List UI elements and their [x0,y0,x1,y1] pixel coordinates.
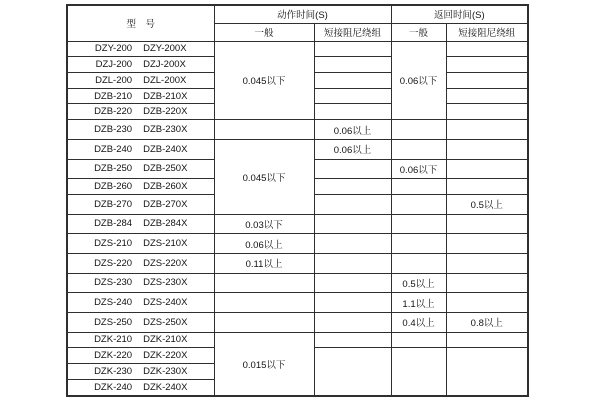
return-short-cell [446,332,528,348]
return-general-cell: 0.4以上 [391,312,446,332]
model-name: DZK-240 [94,381,133,393]
model-cell [67,312,214,332]
return-short-cell [446,348,528,396]
table-row [67,312,528,332]
model-name: DZK-220X [143,350,188,362]
model-cell [67,194,214,214]
action-general-header: 一般 [214,23,314,41]
return-general-cell [391,194,446,214]
model-name: DZB-260 [94,181,133,193]
table-row [67,214,528,234]
table-row [67,273,528,293]
table-row [67,253,528,273]
table-body [67,41,528,396]
return-general-cell [391,120,446,140]
return-general-cell [391,139,446,159]
return-short-cell [446,293,528,313]
model-name: DZB-210 [94,90,133,102]
model-name: DZS-250X [143,316,188,328]
model-name: DZK-230 [94,365,133,377]
model-name: DZB-250X [143,163,188,175]
model-cell [67,41,214,57]
model-name: DZS-220X [143,257,188,269]
return-short-cell: 0.5以上 [446,194,528,214]
model-name: DZK-210X [143,334,188,346]
return-general-cell [391,348,446,396]
action-short-cell: 0.06以上 [314,120,391,140]
model-name: DZB-240 [94,143,133,155]
return-general-cell [391,253,446,273]
return-short-damping-header: 短接阻尼绕组 [446,23,528,41]
model-name: DZB-220X [143,106,188,118]
action-general-cell: 0.045以下 [214,41,314,120]
action-short-cell [314,41,391,57]
action-short-cell [314,214,391,234]
return-short-cell [446,159,528,179]
action-short-cell [314,332,391,348]
model-name: DZL-200 [95,74,133,86]
model-name: DZJ-200 [95,59,133,71]
action-general-cell: 0.045以下 [214,139,314,214]
header-row-1 [67,5,528,23]
model-name: DZY-200 [94,43,133,55]
action-general-cell: 0.015以下 [214,332,314,396]
model-cell [67,120,214,140]
model-cell [67,332,214,348]
model-name: DZB-270X [143,198,188,210]
return-general-cell: 0.06以下 [391,41,446,120]
model-name: DZS-230 [94,277,133,289]
action-general-cell [214,312,314,332]
return-short-cell [446,120,528,140]
action-short-cell [314,293,391,313]
table-row [67,41,528,57]
return-short-cell [446,88,528,104]
return-short-cell [446,179,528,195]
model-name: DZB-210X [143,90,188,102]
return-general-cell [391,234,446,254]
model-name: DZK-240X [143,381,188,393]
model-name: DZK-220 [94,350,133,362]
action-short-cell [314,57,391,73]
model-name: DZY-200X [143,43,187,55]
model-name: DZB-284X [143,218,188,230]
return-short-cell [446,253,528,273]
model-name: DZB-230 [94,124,133,135]
model-cell [67,253,214,273]
model-name: DZB-240X [143,143,188,155]
model-name: DZS-240X [143,297,188,309]
model-cell [67,72,214,88]
action-short-cell [314,88,391,104]
model-cell [67,179,214,195]
action-general-cell: 0.06以上 [214,234,314,254]
table-row [67,139,528,159]
model-name: DZJ-200X [143,59,186,71]
return-general-cell [391,214,446,234]
model-name: DZB-250 [94,163,133,175]
model-name: DZS-230X [143,277,188,289]
action-short-cell [314,72,391,88]
table-row [67,293,528,313]
model-name: DZS-220 [94,257,133,269]
return-short-cell [446,273,528,293]
model-name: DZB-220 [94,106,133,118]
model-cell [67,159,214,179]
return-general-cell: 1.1以上 [391,293,446,313]
action-short-cell: 0.06以上 [314,139,391,159]
model-cell [67,293,214,313]
action-general-cell [214,120,314,140]
action-general-cell [214,273,314,293]
model-name: DZB-284 [94,218,133,230]
action-short-damping-header: 短接阻尼绕组 [314,23,391,41]
model-cell [67,273,214,293]
model-name: DZK-210 [94,334,133,346]
model-cell [67,348,214,364]
action-short-cell [314,159,391,179]
model-cell [67,88,214,104]
model-cell [67,234,214,254]
model-name: DZB-260X [143,181,188,193]
table-row [67,234,528,254]
model-name: DZB-270 [94,198,133,210]
model-cell [67,57,214,73]
action-short-cell [314,253,391,273]
return-short-cell [446,139,528,159]
action-short-cell [314,273,391,293]
table-row [67,120,528,140]
return-general-cell: 0.06以下 [391,159,446,179]
return-short-cell [446,72,528,88]
model-name: DZS-250 [94,316,133,328]
return-short-cell [446,41,528,57]
action-short-cell [314,312,391,332]
model-name: DZB-230X [143,124,188,135]
return-general-cell: 0.5以上 [391,273,446,293]
return-general-header: 一般 [391,23,446,41]
model-cell [67,379,214,396]
return-short-cell [446,57,528,73]
return-short-cell [446,214,528,234]
action-general-cell: 0.11以上 [214,253,314,273]
action-short-cell [314,179,391,195]
model-cell [67,104,214,120]
model-name: DZS-210X [143,238,188,250]
return-general-cell [391,179,446,195]
action-general-cell [214,293,314,313]
return-time-header: 返回时间(S) [391,5,528,23]
action-short-cell [314,348,391,396]
return-short-cell: 0.8以上 [446,312,528,332]
model-name: DZS-240 [94,297,133,309]
action-time-header: 动作时间(S) [214,5,391,23]
spec-table-container [66,4,529,397]
action-short-cell [314,194,391,214]
model-cell [67,364,214,380]
model-cell [67,139,214,159]
return-short-cell [446,104,528,120]
table-row [67,332,528,348]
model-name: DZL-200X [143,74,187,86]
spec-table [66,4,529,397]
model-cell [67,214,214,234]
action-short-cell [314,104,391,120]
model-header: 型 号 [67,5,214,41]
table-header [67,5,528,41]
action-short-cell [314,234,391,254]
action-general-cell: 0.03以下 [214,214,314,234]
return-short-cell [446,234,528,254]
return-general-cell [391,332,446,348]
model-name: DZS-210 [94,238,133,250]
model-name: DZK-230X [143,365,188,377]
